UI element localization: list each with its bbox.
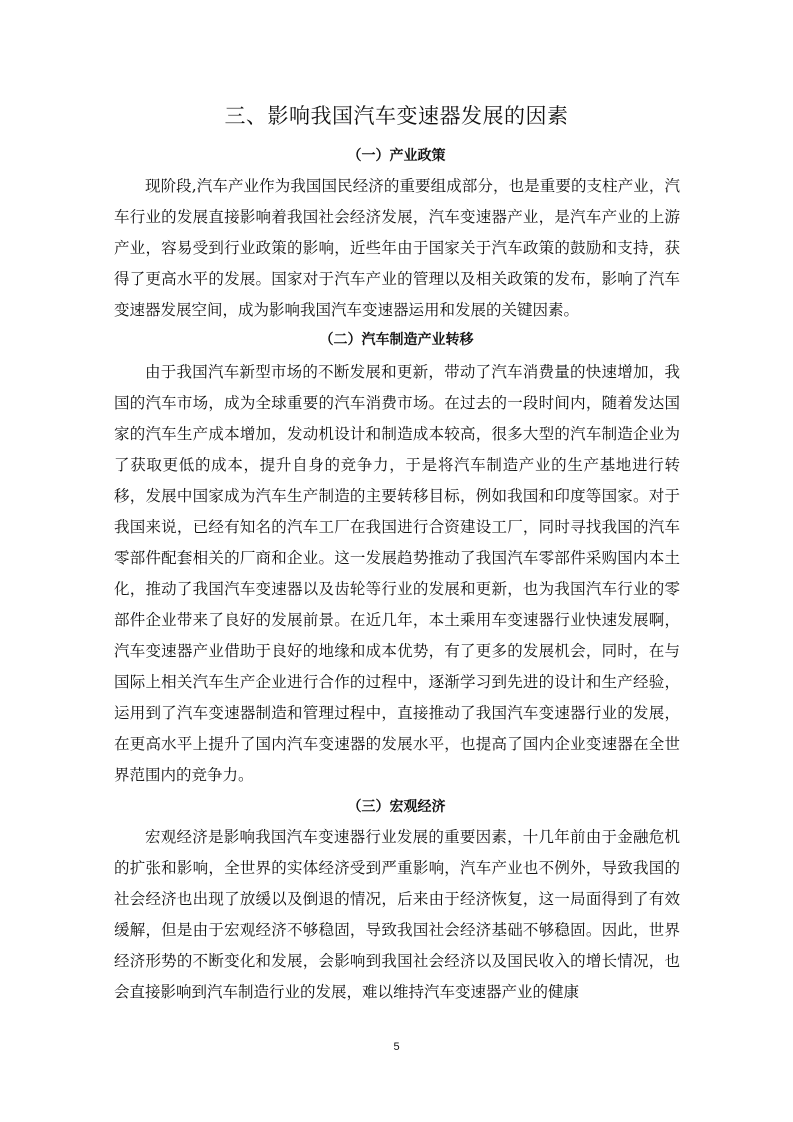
section-heading-macro-economy: （三）宏观经济 xyxy=(347,799,446,815)
paragraph-manufacturing-transfer: 由于我国汽车新型市场的不断发展和更新，带动了汽车消费量的快速增加，我国的汽车市场，成为全球重要的汽车消费市场。在过去的一段时间内，随着发达国家的汽车生产成本增加，发动机设计和制造成本较高，很多大型的汽车制造企业为了获取更低的成本，提升自身的竞争力，于是将汽车制造产业的生产基地进行转移，发展中国家成为汽车生产制造的主要转移目标，例如我国和印度等国家。对于我国来说，已经有知名的汽车工厂在我国进行合资建设工厂，同时寻找我国的汽车零部件配套相关的厂商和企业。这一发展趋势推动了我国汽车零部件采购国内本土化，推动了我国汽车变速器以及齿轮等行业的发展和更新，也为我国汽车行业的零部件企业带来了良好的发展前景。在近几年，本土乘用车变速器行业快速发展啊，汽车变速器产业借助于良好的地缘和成本优势，有了更多的发展机会，同时，在与国际上相关汽车生产企业进行合作的过程中，逐渐学习到先进的设计和生产经验，运用到了汽车变速器制造和管理过程中，直接推动了我国汽车变速器行业的发展，在更高水平上提升了国内汽车变速器的发展水平，也提高了国内企业变速器在全世界范围内的竞争力。 xyxy=(114,363,680,784)
paragraph-macro-economy: 宏观经济是影响我国汽车变速器行业发展的重要因素，十几年前由于金融危机的扩张和影响，全世界的实体经济受到严重影响，汽车产业也不例外，导致我国的社会经济也出现了放缓以及倒退的情况，后来由于经济恢复，这一局面得到了有效缓解，但是由于宏观经济不够稳固，导致我国社会经济基础不够稳固。因此，世界经济形势的不断变化和发展，会影响到我国社会经济以及国民收入的增长情况，也会直接影响到汽车制造行业的发展，难以维持汽车变速器产业的健康 xyxy=(114,828,680,1001)
chapter-title: 三、影响我国汽车变速器发展的因素 xyxy=(224,104,569,128)
section-heading-manufacturing-transfer: （二）汽车制造产业转移 xyxy=(319,332,474,348)
paragraph-industrial-policy: 现阶段,汽车产业作为我国国民经济的重要组成部分，也是重要的支柱产业，汽车行业的发展直接影响着我国社会经济发展，汽车变速器产业，是汽车产业的上游产业，容易受到行业政策的影响，近些年由于国家关于汽车政策的鼓励和支持，获得了更高水平的发展。国家对于汽车产业的管理以及相关政策的发布，影响了汽车变速器发展空间，成为影响我国汽车变速器运用和发展的关键因素。 xyxy=(114,177,680,319)
page-number: 5 xyxy=(393,1041,400,1053)
section-heading-industrial-policy: （一）产业政策 xyxy=(347,148,446,164)
